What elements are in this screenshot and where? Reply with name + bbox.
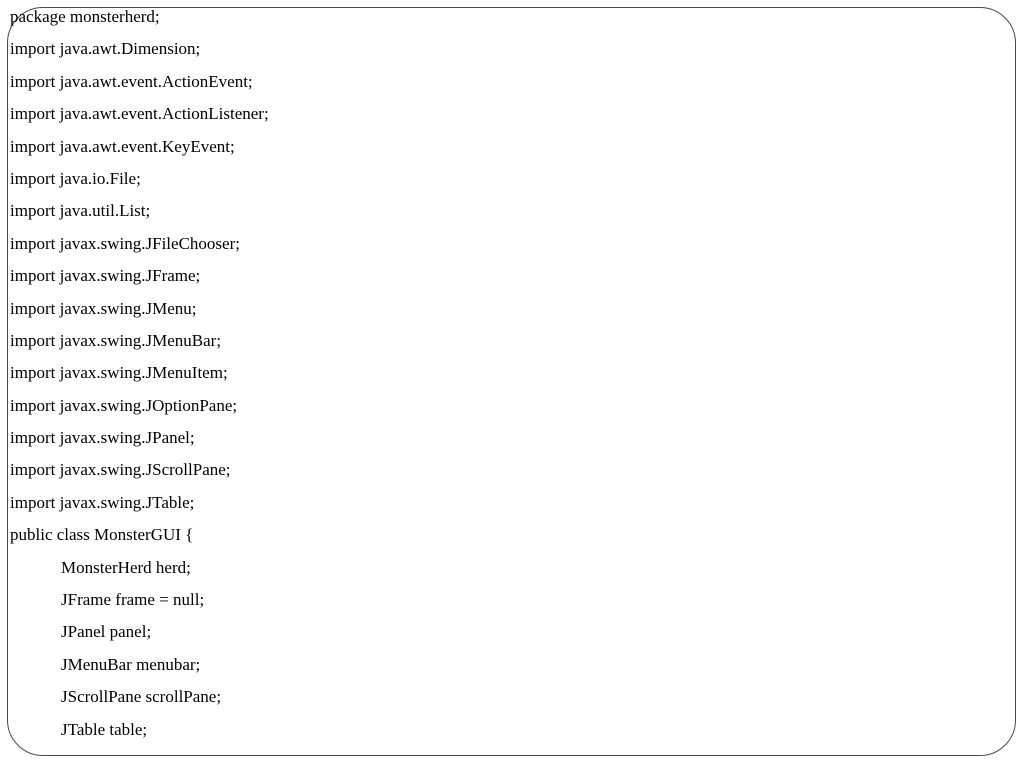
- code-line: import javax.swing.JFrame;: [10, 266, 201, 286]
- code-line: MonsterHerd herd;: [61, 557, 191, 577]
- code-line: JTable table;: [61, 719, 148, 739]
- code-line: import javax.swing.JOptionPane;: [10, 395, 238, 415]
- code-line: JScrollPane scrollPane;: [61, 687, 222, 707]
- code-line: import javax.swing.JMenuBar;: [10, 330, 222, 350]
- code-line: JFrame frame = null;: [61, 590, 205, 610]
- code-line: package monsterherd;: [10, 7, 160, 26]
- code-line: import java.util.List;: [10, 201, 151, 221]
- code-line: import java.awt.Dimension;: [10, 39, 201, 59]
- code-line: import java.awt.event.ActionEvent;: [10, 71, 253, 91]
- code-line: JPanel panel;: [61, 622, 152, 642]
- code-line: import javax.swing.JScrollPane;: [10, 460, 231, 480]
- code-line: import javax.swing.JMenu;: [10, 298, 197, 318]
- code-line: import javax.swing.JPanel;: [10, 428, 195, 448]
- code-line: import java.io.File;: [10, 168, 141, 188]
- code-line: public class MonsterGUI {: [10, 525, 194, 545]
- code-line: JMenuBar menubar;: [61, 654, 201, 674]
- code-line: import javax.swing.JMenuItem;: [10, 363, 228, 383]
- code-line: import java.awt.event.KeyEvent;: [10, 136, 235, 156]
- code-line: import java.awt.event.ActionListener;: [10, 104, 269, 124]
- code-line: import javax.swing.JTable;: [10, 492, 195, 512]
- code-line: import javax.swing.JFileChooser;: [10, 233, 240, 253]
- code-listing: [10, 0, 269, 745]
